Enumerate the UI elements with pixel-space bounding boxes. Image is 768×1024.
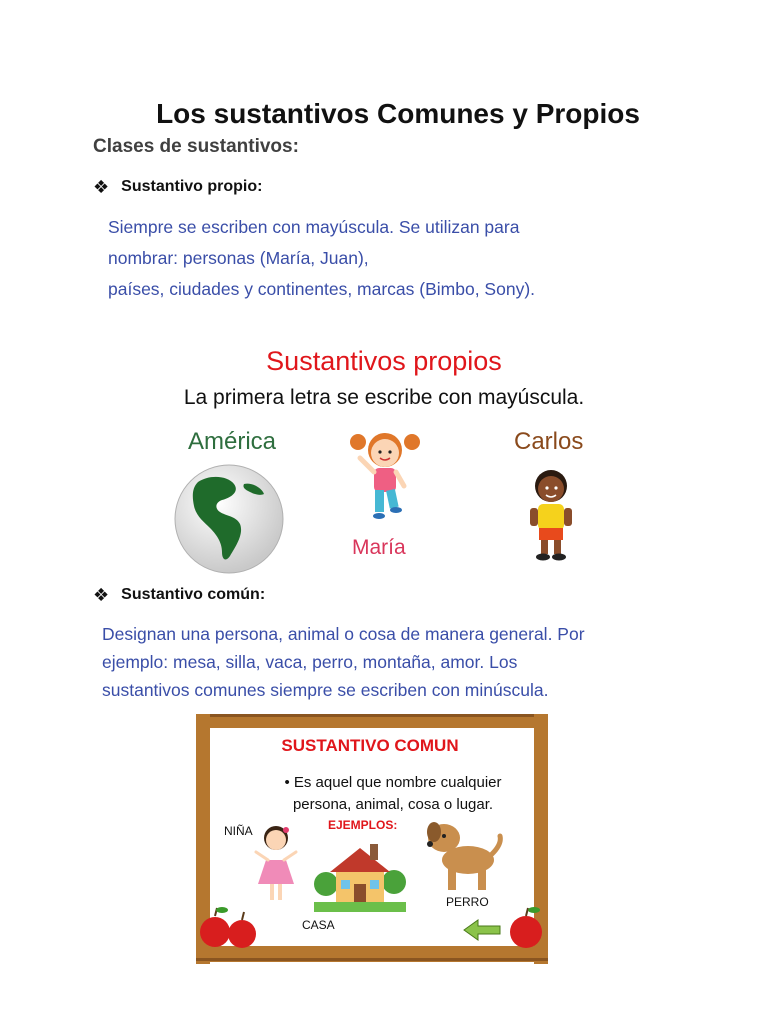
propio-line-2: nombrar: personas (María, Juan), (108, 248, 369, 268)
girl-icon (348, 428, 422, 532)
frame-line-2: persona, animal, cosa o lugar. (292, 796, 494, 813)
page-title: Los sustantivos Comunes y Propios (156, 98, 640, 129)
frame-definition (248, 772, 538, 816)
comun-line-1: Designan una persona, animal o cosa de manera general. Por (102, 624, 585, 644)
label-maria: María (352, 536, 406, 559)
apple-icon (198, 902, 262, 952)
comun-line-2: ejemplo: mesa, silla, vaca, perro, montaña, amor. Los (102, 652, 518, 672)
comun-heading-row (93, 586, 265, 604)
figure-propios-caption: La primera letra se escribe con mayúscula. (183, 386, 585, 409)
propio-heading-row (93, 178, 262, 196)
frame-line-1: • Es aquel que nombre cualquier (284, 774, 502, 791)
label-carlos: Carlos (514, 428, 584, 455)
section-subtitle: Clases de sustantivos: (93, 136, 299, 157)
diamond-bullet-icon: ❖ (93, 585, 110, 605)
diamond-bullet-icon: ❖ (93, 177, 110, 197)
comun-heading: Sustantivo común: (121, 586, 266, 603)
label-nina: NIÑA (224, 824, 253, 838)
propio-line-1: Siempre se escriben con mayúscula. Se utilizan para (108, 217, 520, 237)
propio-description (108, 212, 535, 305)
propio-line-3: países, ciudades y continentes, marcas (Bimbo, Sony). (108, 279, 536, 299)
arrow-icon (462, 918, 502, 942)
globe-icon (170, 464, 288, 574)
comun-description (102, 620, 585, 704)
label-casa: CASA (302, 918, 335, 932)
label-america: América (188, 428, 277, 455)
label-perro: PERRO (446, 895, 489, 909)
house-icon (314, 838, 406, 914)
boy-icon (526, 468, 576, 564)
dog-icon (424, 820, 504, 894)
girl-small-icon (252, 824, 300, 904)
comun-line-3: sustantivos comunes siempre se escriben con minúscula. (102, 680, 549, 700)
figure-propios-title: Sustantivos propios (266, 346, 502, 376)
apple-icon (506, 902, 546, 952)
propio-heading: Sustantivo propio: (121, 178, 263, 195)
examples-label: EJEMPLOS: (328, 818, 398, 832)
frame-title: SUSTANTIVO COMUN (281, 736, 459, 755)
